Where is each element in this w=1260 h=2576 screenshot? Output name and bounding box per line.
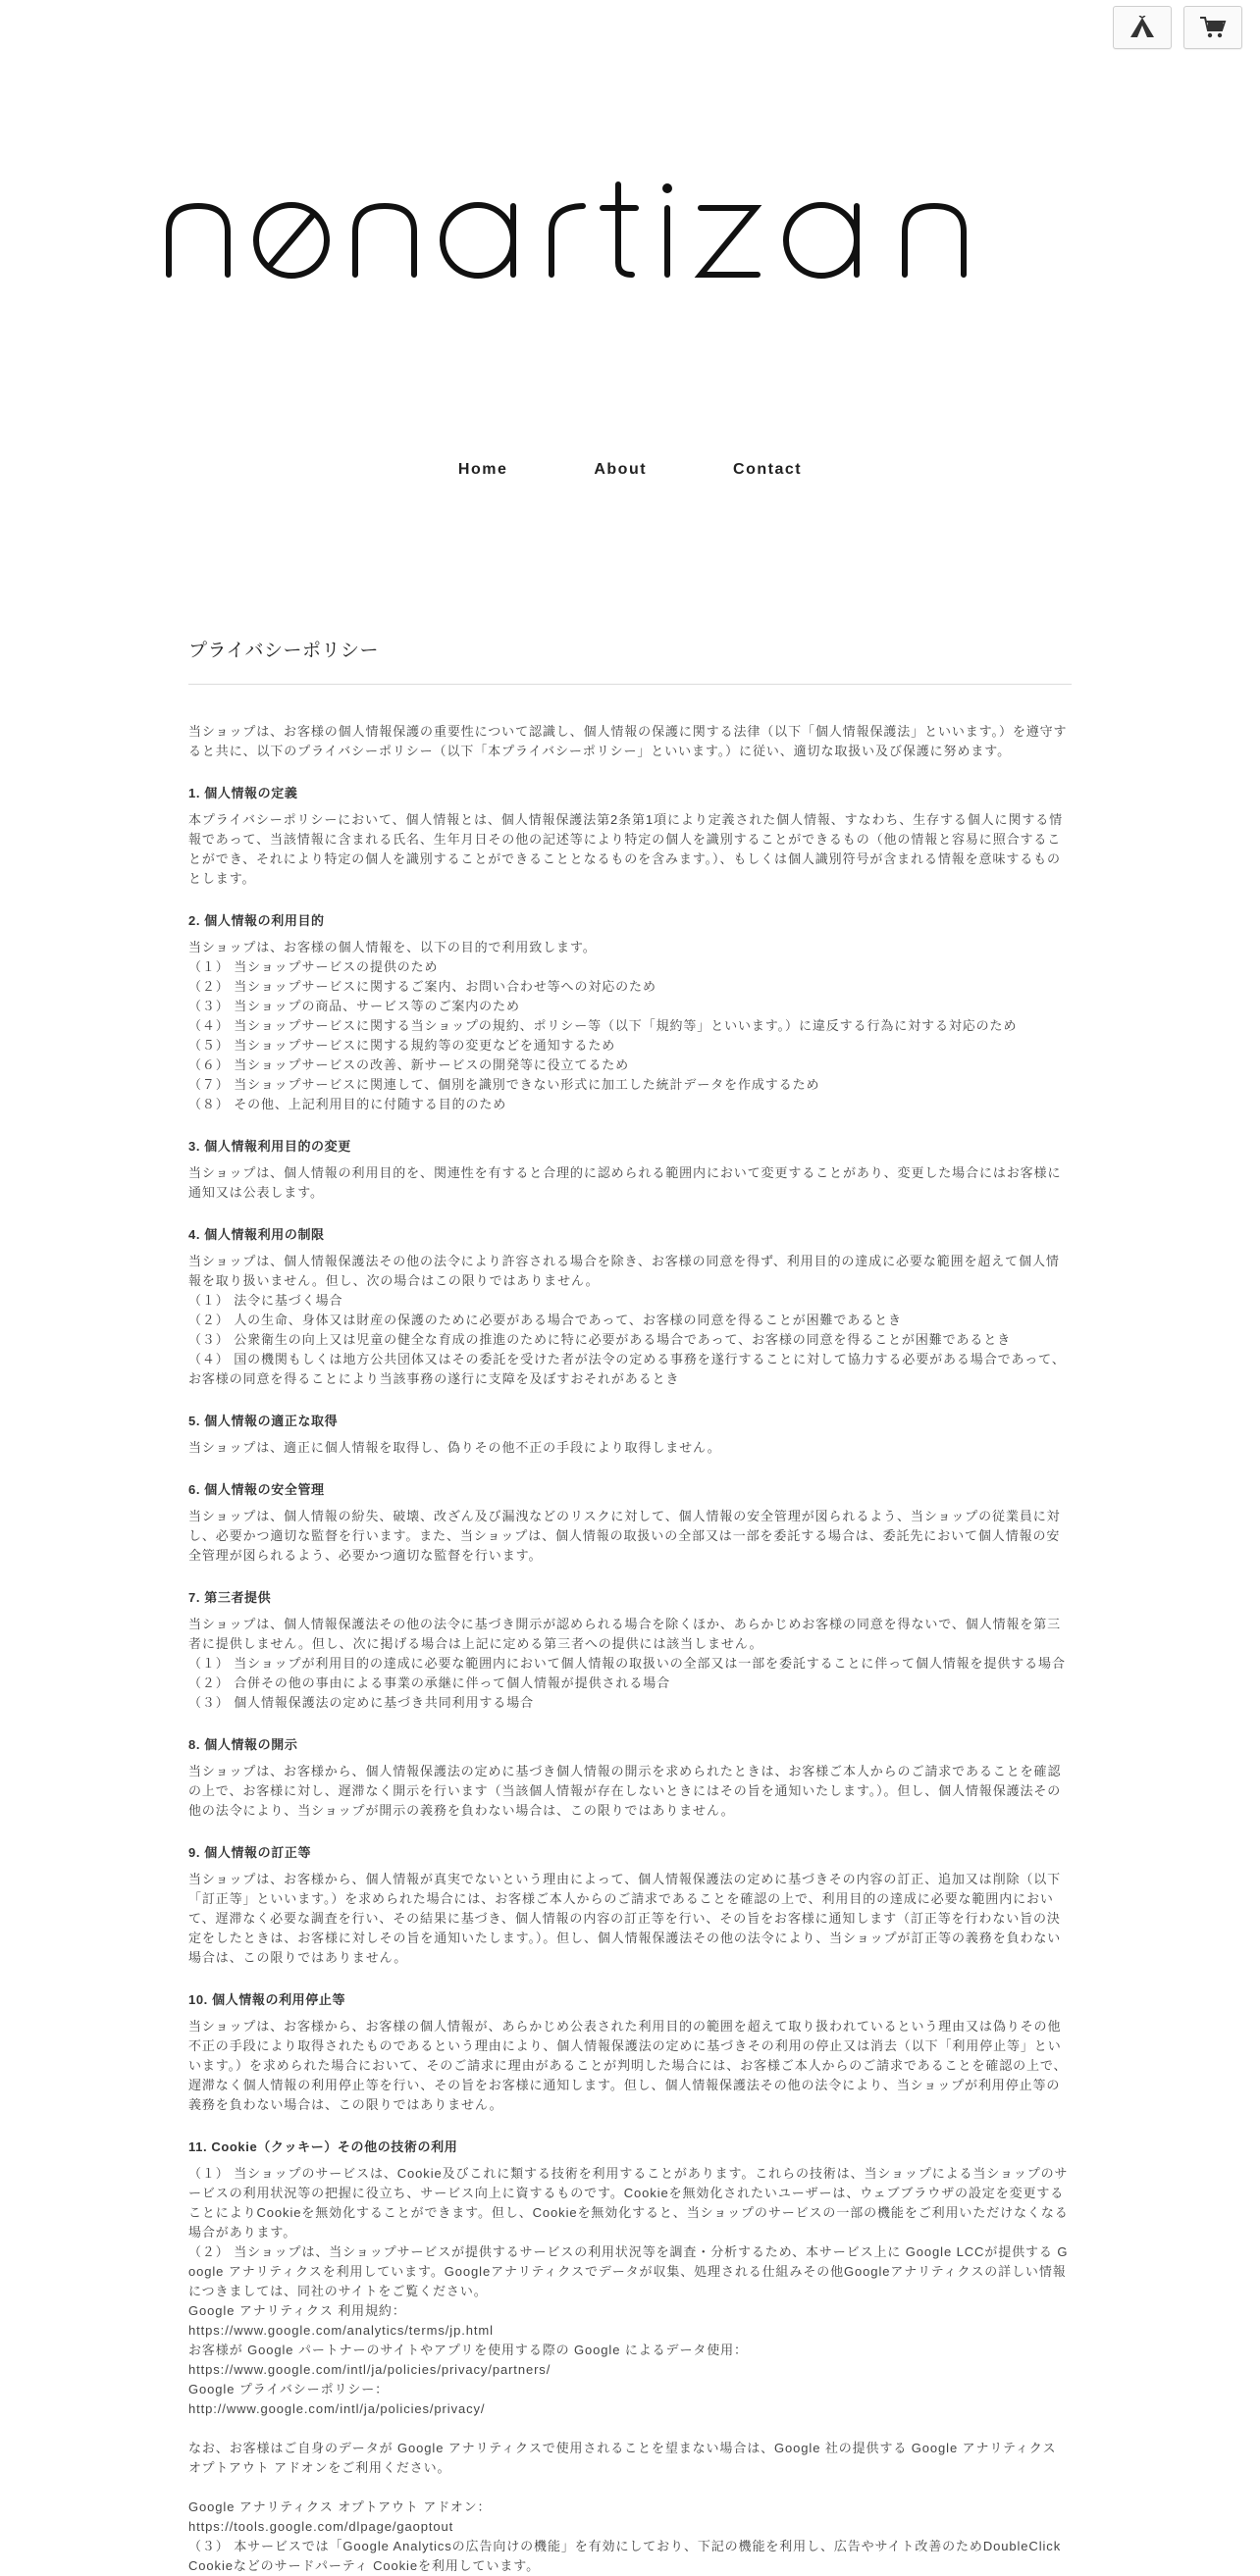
policy-section (188, 1734, 1072, 1821)
section-line: （１） 当ショップのサービスは、Cookie及びこれに類する技術を利用することがあります。これらの技術は、当ショップによる当ショップのサービスの利用状況等の把握に役立ち、サービス向上に資するものです。Cookieを無効化されたいユーザーは、ウェブブラウザの設定を変更することによりCookieを無効化することができます。但し、Cookieを無効化すると、当ショップのサービスの一部の機能をご利用いただけなくなる場合があります。 (188, 2166, 1069, 2240)
policy-section (188, 783, 1072, 889)
section-line: 当ショップは、適正に個人情報を取得し、偽りその他不正の手段により取得しません。 (188, 1440, 721, 1455)
section-line: 当ショップは、お客様から、お客様の個人情報が、あらかじめ公表された利用目的の範囲を超えて取り扱われているという理由又は偽りその他不正の手段により取得されたものであるという理由により、個人情報保護法の定めに基づきその利用の停止又は消去（以下「利用停止等」といいます。）を求められた場合において、そのご請求に理由があることが判明した場合には、お客様ご本人からのご請求であることを確認の上で、遅滞なく個人情報の利用停止等を行い、その旨をお客様に通知します。但し、個人情報保護法その他の法令により、当ショップが利用停止等の義務を負わない場合は、この限りではありません。 (188, 2019, 1068, 2112)
section-line: お客様が Google パートナーのサイトやアプリを使用する際の Google によるデータ使用： (188, 2343, 748, 2357)
policy-section (188, 2137, 1072, 2576)
policy-section (188, 1136, 1072, 1203)
section-line: （３） 個人情報保護法の定めに基づき共同利用する場合 (188, 1695, 535, 1710)
nav-about[interactable]: About (594, 461, 648, 478)
section-line (188, 2419, 1072, 2439)
nav-contact[interactable]: Contact (733, 461, 803, 478)
section-line: （３） 当ショップの商品、サービス等のご案内のため (188, 999, 520, 1013)
section-line: 当ショップは、お客様から、個人情報が真実でないという理由によって、個人情報保護法の定めに基づきその内容の訂正、追加又は削除（以下「訂正等」といいます。）を求められた場合には、お客様ご本人からのご請求であることを確認の上で、利用目的の達成に必要な範囲内において、遅滞なく必要な調査を行い、その結果に基づき、個人情報の内容の訂正等を行い、その旨をお客様に通知します（訂正等を行わない旨の決定をしたときは、お客様に対しその旨を通知いたします。）。但し、個人情報保護法その他の法令により、当ショップが訂正等の義務を負わない場合は、この限りではありません。 (188, 1872, 1062, 1965)
nav-home[interactable]: Home (457, 461, 508, 478)
section-line: 当ショップは、個人情報保護法その他の法令に基づき開示が認められる場合を除くほか、あらかじめお客様の同意を得ないで、個人情報を第三者に提供しません。但し、次に掲げる場合は上記に定める第三者への提供には該当しません。 (188, 1617, 1062, 1651)
section-line: （６） 当ショップサービスの改善、新サービスの開発等に役立てるため (188, 1057, 630, 1072)
policy-sections (188, 783, 1072, 2576)
tent-icon (1129, 16, 1156, 39)
section-line: 当ショップは、個人情報の利用目的を、関連性を有すると合理的に認められる範囲内において変更することがあり、変更した場合にはお客様に通知又は公表します。 (188, 1165, 1062, 1200)
section-line: 当ショップは、個人情報の紛失、破壊、改ざん及び漏洩などのリスクに対して、個人情報の安全管理が図られるよう、当ショップの従業員に対し、必要かつ適切な監督を行います。また、当ショップは、個人情報の取扱いの全部又は一部を委託する場合は、委託先において個人情報の安全管理が図られるよう、必要かつ適切な監督を行います。 (188, 1509, 1061, 1563)
section-line: （２） 当ショップサービスに関するご案内、お問い合わせ等への対応のため (188, 979, 656, 994)
site-logo[interactable] (0, 177, 1260, 284)
policy-section (188, 1587, 1072, 1713)
section-line: 当ショップは、個人情報保護法その他の法令により許容される場合を除き、お客様の同意を得ず、利用目的の達成に必要な範囲を超えて個人情報を取り扱いません。但し、次の場合はこの限りではありません。 (188, 1254, 1060, 1288)
section-heading: 10. 個人情報の利用停止等 (188, 1992, 346, 2007)
intro (188, 722, 1072, 761)
section-line: （１） 当ショップサービスの提供のため (188, 959, 439, 974)
policy-section (188, 1842, 1072, 1968)
policy-section (188, 1479, 1072, 1566)
section-line: （３） 本サービスでは「Google Analyticsの広告向けの機能」を有効にしており、下記の機能を利用し、広告やサイト改善のためDoubleClick Cookieなどのサードパーティ Cookieを利用しています。 (188, 2539, 1062, 2573)
section-heading: 9. 個人情報の訂正等 (188, 1845, 312, 1860)
section-heading: 2. 個人情報の利用目的 (188, 913, 325, 928)
policy-link[interactable]: https://www.google.com/intl/ja/policies/privacy/partners/ (188, 2362, 551, 2377)
cart-icon (1199, 16, 1227, 39)
section-line: Google アナリティクス 利用規約： (188, 2303, 406, 2318)
section-heading: 7. 第三者提供 (188, 1590, 272, 1605)
section-heading: 1. 個人情報の定義 (188, 786, 298, 800)
section-line: （７） 当ショップサービスに関連して、個別を識別できない形式に加工した統計データを作成するため (188, 1077, 820, 1092)
section-line: （２） 合併その他の事由による事業の承継に伴って個人情報が提供される場合 (188, 1675, 671, 1690)
main-nav (0, 461, 1260, 479)
section-line: なお、お客様はご自身のデータが Google アナリティクスで使用されることを望まない場合は、Google 社の提供する Google アナリティクス オプトアウト アドオンをご利用ください。 (188, 2441, 1057, 2475)
policy-link[interactable]: http://www.google.com/intl/ja/policies/privacy/ (188, 2401, 486, 2416)
policy-link[interactable]: https://www.google.com/analytics/terms/jp.html (188, 2323, 494, 2338)
cart-button[interactable] (1183, 6, 1242, 49)
page-title: プライバシーポリシー (188, 636, 1072, 685)
policy-section (188, 1224, 1072, 1389)
section-line: 本プライバシーポリシーにおいて、個人情報とは、個人情報保護法第2条第1項により定義された個人情報、すなわち、生存する個人に関する情報であって、当該情報に含まれる氏名、生年月日その他の記述等により特定の個人を識別することができるもの（他の情報と容易に照合することができ、それにより特定の個人を識別することができることとなるものを含みます。）、もしくは個人識別符号が含まれる情報を意味するものとします。 (188, 812, 1064, 886)
section-line: （５） 当ショップサービスに関する規約等の変更などを通知するため (188, 1038, 616, 1053)
section-line: 当ショップは、お客様の個人情報を、以下の目的で利用致します。 (188, 940, 597, 954)
policy-content (188, 636, 1072, 2576)
policy-section (188, 910, 1072, 1114)
section-line: Google アナリティクス オプトアウト アドオン： (188, 2499, 492, 2514)
section-heading: 3. 個人情報利用目的の変更 (188, 1139, 351, 1154)
section-heading: 5. 個人情報の適正な取得 (188, 1414, 339, 1428)
section-line: 当ショップは、お客様から、個人情報保護法の定めに基づき個人情報の開示を求められたときは、お客様ご本人からのご請求であることを確認の上で、お客様に対し、遅滞なく開示を行います（当該個人情報が存在しないときにはその旨を通知いたします。）。但し、個人情報保護法その他の法令により、当ショップが開示の義務を負わない場合は、この限りではありません。 (188, 1764, 1062, 1818)
section-heading: 4. 個人情報利用の制限 (188, 1227, 325, 1242)
policy-section (188, 1989, 1072, 2115)
section-line: （２） 当ショップは、当ショップサービスが提供するサービスの利用状況等を調査・分析するため、本サービス上に Google LCCが提供する Google アナリティクスを利用しています。Googleアナリティクスでデータが収集、処理される仕組みその他Googleアナリティクスの詳しい情報につきましては、同社のサイトをご覧ください。 (188, 2244, 1069, 2298)
section-line: （４） 国の機関もしくは地方公共団体又はその委託を受けた者が法令の定める事務を遂行することに対して協力する必要がある場合であって、お客様の同意を得ることにより当該事務の遂行に支障を及ぼすおそれがあるとき (188, 1352, 1066, 1386)
intro-text: 当ショップは、お客様の個人情報保護の重要性について認識し、個人情報の保護に関する法律（以下「個人情報保護法」といいます。）を遵守すると共に、以下のプライバシーポリシー（以下「本プライバシーポリシー」といいます。）に従い、適切な取扱い及び保護に努めます。 (188, 724, 1068, 758)
section-line: （８） その他、上記利用目的に付随する目的のため (188, 1097, 507, 1111)
tent-button[interactable] (1113, 6, 1172, 49)
header-actions (1113, 6, 1242, 49)
section-heading: 8. 個人情報の開示 (188, 1737, 298, 1752)
section-line: （１） 法令に基づく場合 (188, 1293, 343, 1308)
policy-section (188, 1411, 1072, 1458)
section-line (188, 2478, 1072, 2498)
section-line: （３） 公衆衛生の向上又は児童の健全な育成の推進のために特に必要がある場合であって、お客様の同意を得ることが困難であるとき (188, 1332, 1012, 1347)
section-heading: 6. 個人情報の安全管理 (188, 1482, 325, 1497)
section-line: （２） 人の生命、身体又は財産の保護のために必要がある場合であって、お客様の同意を得ることが困難であるとき (188, 1313, 902, 1327)
section-line: （１） 当ショップが利用目的の達成に必要な範囲内において個人情報の取扱いの全部又は一部を委託することに伴って個人情報を提供する場合 (188, 1656, 1066, 1671)
section-heading: 11. Cookie（クッキー）その他の技術の利用 (188, 2139, 458, 2154)
policy-link[interactable]: https://tools.google.com/dlpage/gaoptout (188, 2519, 454, 2534)
section-line: Google プライバシーポリシー： (188, 2382, 390, 2396)
section-line: （４） 当ショップサービスに関する当ショップの規約、ポリシー等（以下「規約等」といいます。）に違反する行為に対する対応のため (188, 1018, 1018, 1033)
